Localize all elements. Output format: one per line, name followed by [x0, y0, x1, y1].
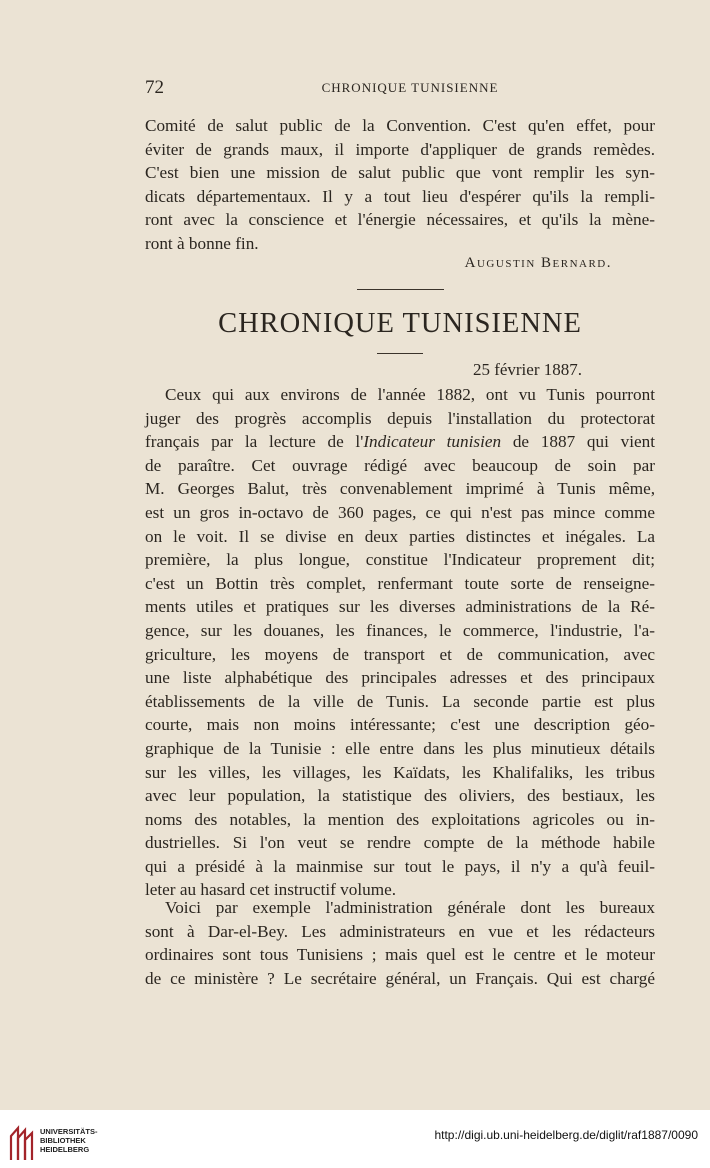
university-library-logo-icon — [8, 1124, 36, 1162]
text-line: sont à Dar-el-Bey. Les administrateurs en vue et les rédacteurs — [145, 921, 655, 941]
text-line: Voici par exemple l'administration générale dont les bureaux — [165, 898, 655, 917]
text-line: noms des notables, la mention des exploitations agricoles ou in- — [145, 809, 655, 829]
viewer-footer — [0, 1110, 710, 1168]
text-line: Comité de salut public de la Convention. C'est qu'en effet, pour — [145, 116, 655, 135]
text-line: ments utiles et pratiques sur les diverses administrations de la Ré- — [145, 597, 655, 617]
text-line: gence, sur les douanes, les finances, le commerce, l'industrie, l'a- — [145, 620, 655, 640]
text-line: est un gros in-octavo de 360 pages, ce qui n'est pas mince comme — [145, 502, 655, 522]
text-line: graphique de la Tunisie : elle entre dans les plus minutieux détails — [145, 738, 655, 758]
source-url[interactable]: http://digi.ub.uni-heidelberg.de/diglit/raf1887/0090 — [434, 1128, 698, 1142]
text-line: une liste alphabétique des principales adresses et des principaux — [145, 668, 655, 688]
chapter-title-text: CHRONIQUE TUNISIENNE — [218, 308, 582, 339]
page-header — [145, 77, 655, 97]
text-line: courte, mais non moins intéressante; c'est une description géo- — [145, 715, 655, 735]
text-segment: de 1887 qui vient — [501, 432, 655, 452]
text-line: Ceux qui aux environs de l'année 1882, ont vu Tunis pourront — [165, 385, 655, 404]
text-line: éviter de grands maux, il importe d'appliquer de grands remèdes. — [145, 139, 655, 159]
text-line: avec leur population, la statistique des oliviers, des bestiaux, les — [145, 786, 655, 806]
page-number: 72 — [145, 77, 164, 98]
text-line: de ce ministère ? Le secrétaire général, un Français. Qui est chargé — [145, 968, 655, 988]
text-line: juger des progrès accomplis depuis l'installation du protectorat — [145, 408, 655, 428]
text-line — [145, 430, 655, 454]
chapter-title — [0, 308, 710, 340]
text-line: de paraître. Cet ouvrage rédigé avec beaucoup de soin par — [145, 455, 655, 475]
author-signature: Augustin Bernard. — [464, 255, 612, 271]
library-name — [40, 1127, 98, 1154]
paragraph-2 — [145, 896, 655, 990]
text-line: ront à bonne fin. — [145, 233, 259, 253]
text-line: on le voit. Il se divise en deux parties distinctes et inégales. La — [145, 526, 655, 546]
library-name-line: BIBLIOTHEK — [40, 1136, 86, 1145]
text-line: dustrielles. Si l'on veut se rendre compte de la méthode habile — [145, 833, 655, 853]
text-segment: français par la lecture de l' — [145, 432, 364, 452]
text-line: ordinaires sont tous Tunisiens ; mais quel est le centre et le moteur — [145, 945, 655, 965]
text-line: ront avec la conscience et l'énergie nécessaires, et qu'ils la mène- — [145, 210, 655, 230]
text-line: griculture, les moyens de transport et de communication, avec — [145, 644, 655, 664]
section-divider — [357, 289, 444, 290]
text-line: M. Georges Balut, très convenablement imprimé à Tunis même, — [145, 479, 655, 499]
title-divider — [377, 353, 423, 354]
library-name-line: HEIDELBERG — [40, 1145, 90, 1154]
text-line: établissements de la ville de Tunis. La seconde partie est plus — [145, 691, 655, 711]
text-line: qui a présidé à la mainmise sur tout le pays, il n'y a qu'à feuil- — [145, 856, 655, 876]
library-name-line: UNIVERSITÄTS- — [40, 1127, 98, 1136]
text-line: C'est bien une mission de salut public que vont remplir les syn- — [145, 163, 655, 183]
text-line: c'est un Bottin très complet, renfermant toute sorte de renseigne- — [145, 573, 655, 593]
text-line: sur les villes, les villages, les Kaïdats, les Khalifaliks, les tribus — [145, 762, 655, 782]
text-line: dicats départementaux. Il y a tout lieu d'espérer qu'ils la rempli- — [145, 186, 655, 206]
text-line: leter au hasard cet instructif volume. — [145, 880, 397, 900]
chapter-date: 25 février 1887. — [472, 360, 582, 379]
text-line: première, la plus longue, constitue l'Indicateur proprement dit; — [145, 550, 655, 570]
running-head: CHRONIQUE TUNISIENNE — [321, 80, 499, 95]
paragraph-1 — [145, 383, 655, 902]
book-title: Indicateur tunisien — [363, 432, 502, 452]
top-paragraph — [145, 114, 655, 256]
